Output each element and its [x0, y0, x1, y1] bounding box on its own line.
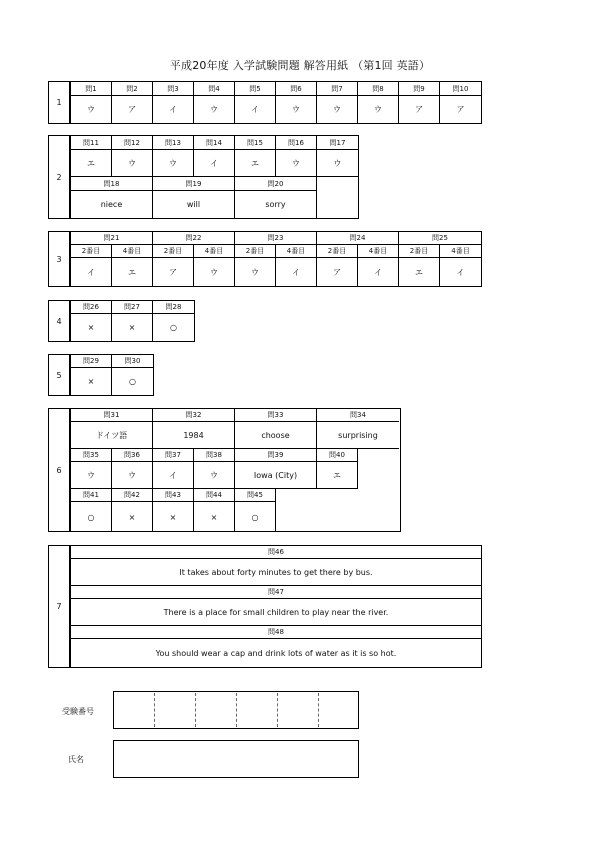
- sub-header: 4番目: [276, 245, 317, 258]
- section-4: [48, 300, 195, 342]
- question-header: 問38: [194, 449, 235, 462]
- sub-header: 4番目: [440, 245, 481, 258]
- answer-cell[interactable]: ○: [235, 502, 276, 532]
- question-header: 問2: [112, 82, 153, 96]
- question-header: 問18: [71, 177, 153, 191]
- question-header: 問15: [235, 136, 276, 150]
- sub-header: 4番目: [358, 245, 399, 258]
- section-2: [48, 135, 359, 219]
- question-header: 問10: [440, 82, 481, 96]
- question-header: 問17: [317, 136, 358, 150]
- question-header: 問9: [399, 82, 440, 96]
- question-header: 問6: [276, 82, 317, 96]
- answer-cell[interactable]: ウ: [317, 150, 358, 177]
- answer-cell[interactable]: Iowa (City): [235, 462, 317, 489]
- question-header: 問42: [112, 489, 153, 502]
- question-header: 問19: [153, 177, 235, 191]
- answer-cell[interactable]: イ: [194, 150, 235, 177]
- sub-header: 4番目: [112, 245, 153, 258]
- section-number: 1: [49, 82, 71, 123]
- question-header: 問45: [235, 489, 276, 502]
- answer-cell[interactable]: 1984: [153, 422, 235, 449]
- question-header: 問48: [71, 626, 481, 639]
- answer-cell[interactable]: ウ: [112, 462, 153, 489]
- answer-cell[interactable]: choose: [235, 422, 317, 449]
- answer-cell[interactable]: ×: [194, 502, 235, 532]
- answer-cell[interactable]: ア: [456, 105, 465, 114]
- answer-cell[interactable]: ア: [112, 96, 153, 123]
- answer-cell[interactable]: ×: [112, 502, 153, 532]
- question-header: 問4: [194, 82, 235, 96]
- answer-cell[interactable]: ウ: [194, 258, 235, 286]
- question-header: 問35: [71, 449, 112, 462]
- question-header: 問21: [71, 232, 153, 245]
- exam-number-label: 受験番号: [62, 707, 94, 716]
- question-header: 問26: [71, 301, 112, 314]
- section-7: [48, 545, 482, 668]
- question-header: 問46: [71, 546, 481, 559]
- name-label: 氏名: [68, 755, 84, 764]
- answer-cell[interactable]: イ: [153, 462, 194, 489]
- answer-cell[interactable]: ウ: [317, 96, 358, 123]
- question-header: 問33: [235, 409, 317, 422]
- section-6: [48, 408, 401, 532]
- question-header: 問25: [399, 232, 481, 245]
- answer-cell[interactable]: エ: [399, 258, 440, 286]
- section-number: 7: [49, 546, 71, 667]
- answer-cell[interactable]: ウ: [194, 96, 235, 123]
- answer-cell[interactable]: イ: [276, 258, 317, 286]
- answer-cell[interactable]: ウ: [112, 150, 153, 177]
- section-number: 6: [49, 409, 71, 531]
- answer-cell[interactable]: ウ: [71, 96, 112, 123]
- answer-cell[interactable]: ○: [170, 323, 177, 332]
- question-header: 問32: [153, 409, 235, 422]
- answer-cell[interactable]: イ: [235, 96, 276, 123]
- answer-cell[interactable]: ウ: [358, 96, 399, 123]
- question-header: 問27: [112, 301, 153, 314]
- sub-header: 2番目: [235, 245, 276, 258]
- answer-cell[interactable]: イ: [456, 267, 465, 277]
- answer-cell[interactable]: ドイツ語: [71, 422, 153, 449]
- question-header: 問36: [112, 449, 153, 462]
- answer-cell[interactable]: ア: [317, 258, 358, 286]
- question-header: 問47: [71, 586, 481, 599]
- answer-cell[interactable]: ウ: [153, 150, 194, 177]
- question-header: 問12: [112, 136, 153, 150]
- question-header: 問3: [153, 82, 194, 96]
- name-field[interactable]: [113, 740, 359, 778]
- answer-cell[interactable]: ○: [71, 502, 112, 532]
- sub-header: 2番目: [153, 245, 194, 258]
- question-header: 問23: [235, 232, 317, 245]
- question-header: 問37: [153, 449, 194, 462]
- section-number: 5: [49, 355, 71, 395]
- sub-header: 2番目: [399, 245, 440, 258]
- answer-sentence[interactable]: You should wear a cap and drink lots of water as it is so hot.: [155, 648, 397, 658]
- answer-cell[interactable]: ウ: [276, 150, 317, 177]
- answer-cell[interactable]: ×: [112, 314, 153, 341]
- answer-cell[interactable]: niece: [71, 191, 153, 218]
- section-3: [48, 231, 482, 287]
- answer-cell[interactable]: surprising: [317, 422, 399, 449]
- section-5: [48, 354, 154, 396]
- answer-cell[interactable]: ウ: [276, 96, 317, 123]
- sub-header: 2番目: [71, 245, 112, 258]
- answer-cell[interactable]: エ: [317, 462, 358, 489]
- question-header: 問1: [71, 82, 112, 96]
- question-header: 問43: [153, 489, 194, 502]
- answer-cell[interactable]: エ: [112, 258, 153, 286]
- question-header: 問22: [153, 232, 235, 245]
- answer-cell[interactable]: sorry: [235, 191, 317, 218]
- question-header: 問44: [194, 489, 235, 502]
- answer-cell[interactable]: ○: [129, 377, 136, 386]
- answer-sentence[interactable]: It takes about forty minutes to get there by bus.: [71, 559, 481, 586]
- question-header: 問14: [194, 136, 235, 150]
- sub-header: 2番目: [317, 245, 358, 258]
- answer-cell[interactable]: イ: [153, 96, 194, 123]
- question-header: 問40: [317, 449, 358, 462]
- question-header: 問28: [153, 301, 194, 314]
- exam-number-field[interactable]: [113, 691, 359, 729]
- answer-cell[interactable]: ウ: [235, 258, 276, 286]
- answer-cell[interactable]: イ: [358, 258, 399, 286]
- question-header: 問13: [153, 136, 194, 150]
- answer-cell[interactable]: ウ: [194, 462, 235, 489]
- answer-cell[interactable]: ア: [399, 96, 440, 123]
- question-header: 問30: [112, 355, 153, 368]
- answer-cell[interactable]: ウ: [71, 462, 112, 489]
- question-header: 問41: [71, 489, 112, 502]
- question-header: 問7: [317, 82, 358, 96]
- question-header: 問39: [235, 449, 317, 462]
- section-number: 3: [49, 232, 71, 286]
- question-header: 問20: [235, 177, 317, 191]
- answer-cell[interactable]: イ: [71, 258, 112, 286]
- section-number: 4: [49, 301, 71, 341]
- question-header: 問31: [71, 409, 153, 422]
- question-header: 問8: [358, 82, 399, 96]
- answer-cell[interactable]: will: [153, 191, 235, 218]
- answer-cell[interactable]: ×: [153, 502, 194, 532]
- question-header: 問5: [235, 82, 276, 96]
- question-header: 問11: [71, 136, 112, 150]
- answer-cell[interactable]: ア: [153, 258, 194, 286]
- answer-sentence[interactable]: There is a place for small children to play near the river.: [71, 599, 481, 626]
- answer-cell[interactable]: ×: [71, 368, 112, 395]
- question-header: 問34: [317, 409, 399, 422]
- question-header: 問29: [71, 355, 112, 368]
- section-number: 2: [49, 136, 71, 218]
- sub-header: 4番目: [194, 245, 235, 258]
- page-title: 平成20年度 入学試験問題 解答用紙 （第1回 英語）: [169, 59, 431, 72]
- question-header: 問24: [317, 232, 399, 245]
- answer-cell[interactable]: エ: [235, 150, 276, 177]
- answer-cell[interactable]: エ: [71, 150, 112, 177]
- answer-cell[interactable]: ×: [71, 314, 112, 341]
- section-1: [48, 81, 482, 124]
- question-header: 問16: [276, 136, 317, 150]
